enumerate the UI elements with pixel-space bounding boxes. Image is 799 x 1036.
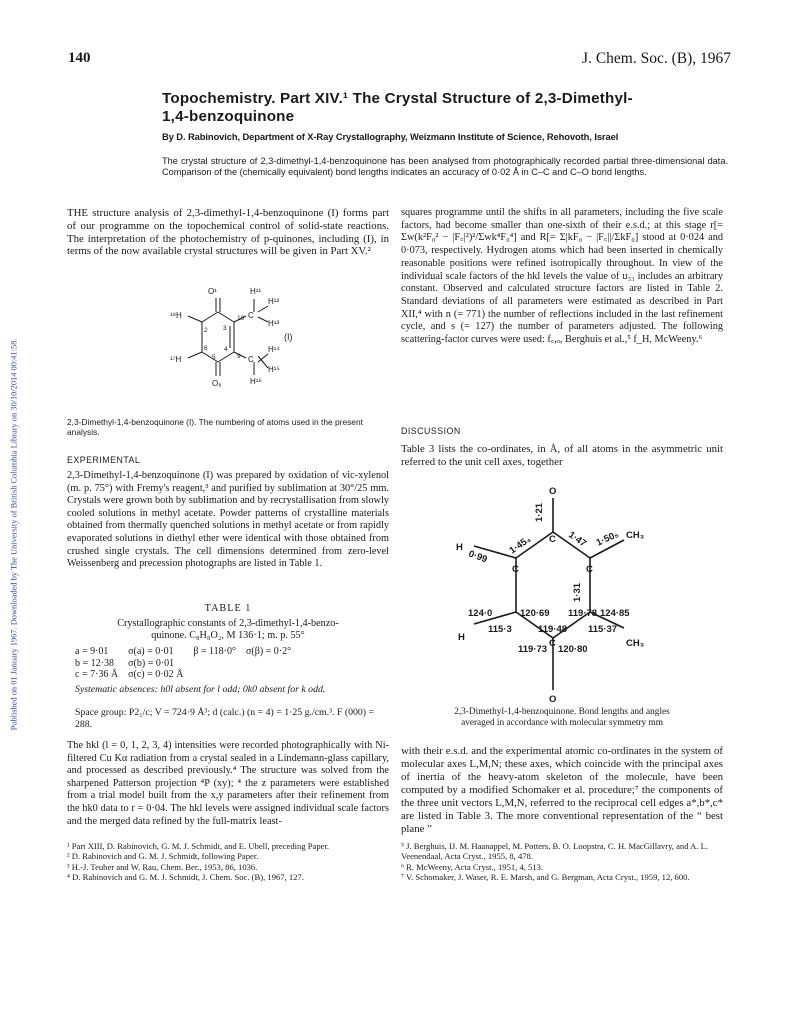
bond-label: 124·85 bbox=[600, 608, 630, 619]
bond-label: O bbox=[549, 486, 557, 497]
footnote: ⁶ R. McWeeny, Acta Cryst., 1951, 4, 513. bbox=[401, 861, 544, 872]
title-line-1: Topochemistry. Part XIV.¹ The Crystal Structure of 2,3-Dimethyl- bbox=[162, 90, 633, 107]
bond-label: 120·69 bbox=[520, 608, 550, 619]
table-cell: σ(a) = 0·01 bbox=[128, 646, 174, 657]
abstract: The crystal structure of 2,3-dimethyl-1,4-benzoquinone has been analysed from photographically recorded partial three-dimensional data. Comparison of the (chemically equivalent) bond lengths indicates an accuracy of 0·02 Å in C–C and C–O bond lengths. bbox=[162, 156, 728, 177]
bond-label: H bbox=[458, 632, 465, 643]
atom-label: ¹⁷H bbox=[170, 355, 182, 364]
bond-label: 1·45₄ bbox=[507, 533, 534, 557]
bond-label: 120·80 bbox=[558, 644, 588, 655]
atom-label: O₈ bbox=[212, 379, 222, 388]
table-1-caption-line-2: quinone. C₈H₈O₂, M 136·1; m. p. 55° bbox=[151, 630, 305, 641]
bond-label: 1·47 bbox=[566, 529, 589, 550]
bond-label: 1·50₅ bbox=[594, 528, 621, 549]
intro-paragraph: THE structure analysis of 2,3-dimethyl-1,4-benzoquinone (I) forms part of our programme on the topochemical control of solid-state reactions. The interpretation of the photochemistry of p-quinones, including (I), in terms of the now available crystal structures will be given in Part XV.² bbox=[67, 207, 389, 258]
bond-label: CH₃ bbox=[626, 638, 645, 649]
experimental-heading: EXPERIMENTAL bbox=[67, 455, 141, 465]
table-cell: σ(β) = 0·2° bbox=[246, 646, 292, 657]
atom-label: H¹⁴ bbox=[268, 345, 280, 354]
footnote: ⁷ V. Schomaker, J. Waser, R. E. Marsh, and G. Bergman, Acta Cryst., 1959, 12, 600. bbox=[401, 871, 690, 882]
bond-label: O bbox=[549, 694, 557, 705]
bond-label: 0·99 bbox=[466, 548, 489, 566]
atom-label: H¹⁵ bbox=[268, 365, 280, 374]
table-row bbox=[75, 658, 301, 670]
bond-label: 115·3 bbox=[488, 624, 512, 635]
atom-label: 4 bbox=[224, 346, 228, 353]
bond-label: C bbox=[512, 564, 519, 575]
discussion-paragraph: Table 3 lists the co-ordinates, in Å, of all atoms in the asymmetric unit referred to the unit cell axes, together bbox=[401, 443, 723, 468]
bond-label: 119·78 bbox=[568, 608, 598, 619]
atom-label: 6 bbox=[204, 345, 208, 352]
atom-label: 10 bbox=[237, 315, 245, 322]
systematic-absences: Systematic absences: h0l absent for l odd; 0k0 absent for k odd. bbox=[75, 684, 326, 695]
table-cell: a = 9·01 bbox=[75, 646, 109, 657]
figure-1-caption: 2,3-Dimethyl-1,4-benzoquinone (I). The numbering of atoms used in the present analysis. bbox=[67, 417, 363, 437]
bond-label: 119·73 bbox=[518, 644, 548, 655]
table-cell: σ(b) = 0·01 bbox=[128, 657, 175, 669]
title-line-2: 1,4-benzoquinone bbox=[162, 108, 295, 125]
provenance-text: Published on 01 January 1967. Downloaded by The University of British Columbia Library on 30/10/2014 00:41:58. bbox=[9, 338, 19, 731]
bond-label: C bbox=[549, 534, 556, 545]
atom-label: H¹³ bbox=[268, 319, 280, 328]
footnote: ¹ Part XIII, D. Rabinovich, G. M. J. Schmidt, and E. Ubell, preceding Paper. bbox=[67, 841, 330, 851]
bond-label: C bbox=[586, 564, 593, 575]
page-number: 140 bbox=[68, 50, 91, 66]
bond-label: H bbox=[456, 542, 463, 553]
footnote: ⁵ J. Berghuis, IJ. M. Haanappel, M. Potters, B. O. Loopstra, C. H. MacGillavry, and A. L. Veenendaal, Acta Cryst., 1955, 8, 478. bbox=[401, 841, 709, 862]
continuation-paragraph: with their e.s.d. and the experimental atomic co-ordinates in the system of molecular axes L,M,N; these axes, which coincide with the principal axes of inertia of the heavy-atom skeleton of the molecule, have been computed by a modified Schomaker et al. procedure;⁷ the components of the three unit vectors L,M,N, referred to the reciprocal cell edges a*,b*,c* are listed in Table 3. The more conventional representation of the “ best plane ” bbox=[401, 745, 723, 835]
table-cell bbox=[193, 669, 246, 681]
bond-label: 124·0 bbox=[468, 608, 493, 619]
footnotes-right bbox=[401, 841, 723, 882]
table-cell: β = 118·0° bbox=[193, 646, 237, 657]
discussion-heading: DISCUSSION bbox=[401, 426, 461, 436]
article-title bbox=[162, 90, 732, 126]
space-group: Space group: P2₁/c; V = 724·9 Å³; d (calc.) (n = 4) = 1·25 g./cm.³. F (000) = 288. bbox=[75, 707, 375, 730]
bond-label: CH₃ bbox=[626, 530, 645, 541]
byline: By D. Rabinovich, Department of X-Ray Crystallography, Weizmann Institute of Science, Rehovoth, Israel bbox=[162, 131, 619, 142]
table-row bbox=[75, 646, 301, 658]
refinement-paragraph: squares programme until the shifts in all parameters, including the five scale factors, had become smaller than one-sixth of their e.s.d.; at this stage r[= Σw(k²F₀² − |F꜀|²)²/Σwk⁴F₀⁴] and R[= Σ|kF₀ − |F꜀||/ΣkF₀] stood at 0·024 and 0·073, respectively. Hydrogen atoms which had been inserted in chemically reasonable positions were refined isotropically throughout. In view of the individual scale factors of the hkl levels the value of u₃₃ includes an arbitrary constant. Observed and calculated structure factors are listed in Table 2. Standard deviations of all parameters were estimated as described in Part XII,⁴ with n (= 771) the number of reflections included in the last refinement cycle, and s (= 127) the number of parameters adjusted. The following scattering-factor curves were used: f꜀,ₒ, Berghuis et al.,⁵ f_H, McWeeny.⁶ bbox=[401, 207, 723, 346]
figure-2-caption-line-2: averaged in accordance with molecular symmetry mm bbox=[461, 717, 663, 728]
table-cell: c = 7·36 Å bbox=[75, 669, 119, 680]
hkl-paragraph: The hkl (l = 0, 1, 2, 3, 4) intensities were recorded photographically with Ni-filtered Cu Kα radiation from a crystal sealed in a Lindemann-glass capillary, and processed as described previously.⁴ The structure was solved from the sharpened Patterson projection ⁴P (xy); ⁴ the z parameters were established from a trial model built from the x,y parameters after their refinement from the hk0 data to r = 0·04. The hkl levels were assigned individual scale factors and the merged data refined by the full-matrix least- bbox=[67, 740, 389, 827]
footnote: ² D. Rabinovich and G. M. J. Schmidt, following Paper. bbox=[67, 851, 259, 862]
bond-label: 1·21 bbox=[534, 502, 545, 522]
bond-label: 119·48 bbox=[538, 624, 568, 635]
compound-number: (I) bbox=[284, 332, 293, 342]
table-row bbox=[75, 669, 301, 681]
atom-label: C bbox=[248, 311, 254, 320]
table-cell bbox=[193, 658, 246, 670]
table-1-caption bbox=[67, 618, 389, 642]
table-1-caption-line-1: Crystallographic constants of 2,3-dimethyl-1,4-benzo- bbox=[117, 618, 339, 629]
footnote: ⁴ D. Rabinovich and G. M. J. Schmidt, J. Chem. Soc. (B), 1967, 127. bbox=[67, 871, 304, 882]
atom-label: O¹ bbox=[208, 287, 217, 296]
atom-label: H¹¹ bbox=[250, 287, 262, 296]
bond-label: 1·31 bbox=[572, 582, 583, 602]
bond-label: C bbox=[549, 638, 556, 649]
figure-2-caption bbox=[401, 707, 723, 728]
experimental-paragraph: 2,3-Dimethyl-1,4-benzoquinone (I) was prepared by oxidation of vic-xylenol (m. p. 75°) with Fremy's reagent,³ and purified by sublimation at 30°/25 mm. Crystals were grown both by sublimation and by recrystallisation from slowly cooled solutions in methyl acetate. Powder patterns of crystalline materials obtained from thermally quenched solutions in methyl acetate or from rapidly evaporated solutions in diethyl ether were identical with those obtained from crushed single crystals. The cell dimensions determined from zero-level Weissenberg and precession photographs are listed in Table 1. bbox=[67, 470, 389, 570]
provenance-sidebar bbox=[6, 130, 20, 930]
table-1-constants bbox=[75, 646, 301, 681]
atom-label: H¹⁶ bbox=[250, 377, 262, 386]
atom-label: ¹⁸H bbox=[170, 311, 182, 320]
bond-length-figure bbox=[450, 480, 710, 710]
journal-header: J. Chem. Soc. (B), 1967 bbox=[582, 50, 731, 67]
table-cell: σ(c) = 0·02 Å bbox=[128, 669, 184, 680]
figure-2-caption-line-1: 2,3-Dimethyl-1,4-benzoquinone. Bond lengths and angles bbox=[454, 707, 670, 717]
table-cell bbox=[246, 658, 301, 670]
table-1-label: TABLE 1 bbox=[204, 603, 252, 614]
footnote: ³ H.-J. Teuber and W. Rau, Chem. Ber., 1953, 86, 1036. bbox=[67, 861, 258, 872]
atom-label: C bbox=[248, 355, 254, 364]
structure-figure-1 bbox=[150, 272, 330, 410]
atom-label: 5 bbox=[212, 354, 216, 361]
atom-label: 2 bbox=[204, 327, 208, 334]
bond-label: 115·37 bbox=[588, 624, 618, 635]
atom-label: 3 bbox=[223, 325, 227, 332]
table-cell bbox=[246, 669, 301, 681]
table-cell: b = 12·38 bbox=[75, 657, 114, 669]
atom-label: 9 bbox=[237, 353, 241, 360]
footnotes-left bbox=[67, 841, 389, 882]
atom-label: H¹² bbox=[268, 297, 280, 306]
